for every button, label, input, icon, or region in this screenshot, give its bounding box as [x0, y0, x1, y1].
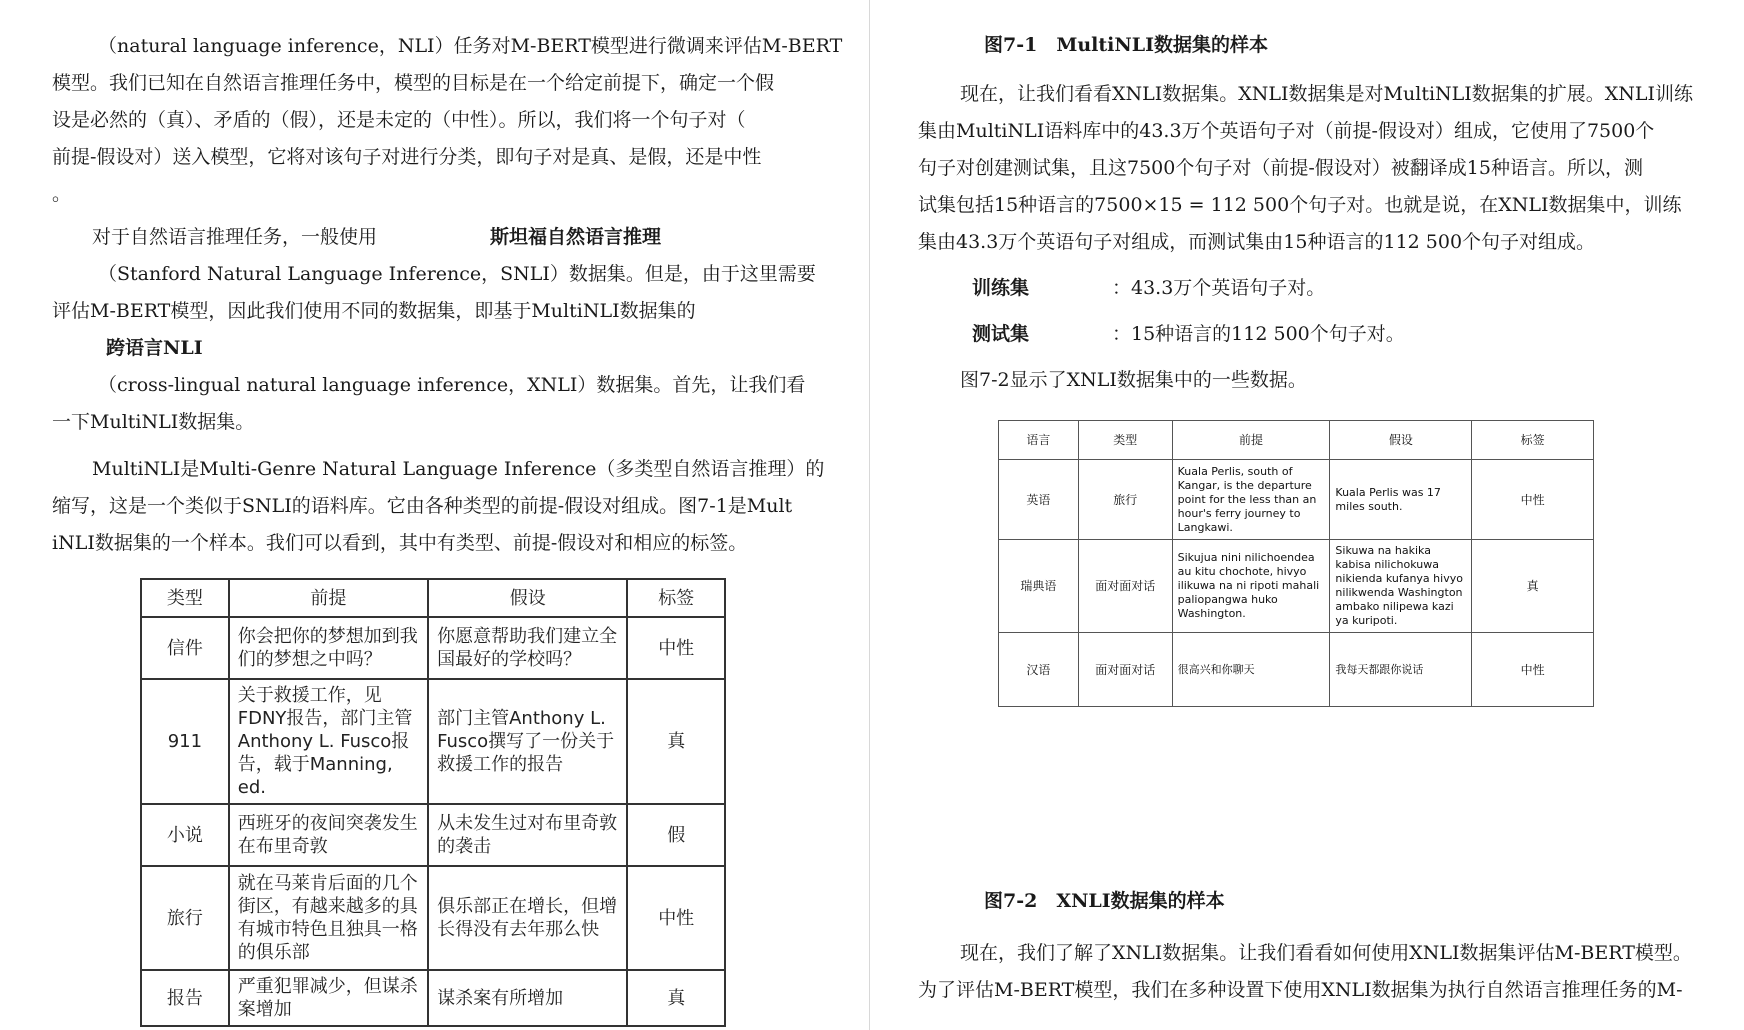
- table-cell: 瑞典语: [999, 540, 1079, 633]
- paragraph-line: 现在，我们了解了XNLI数据集。让我们看看如何使用XNLI数据集评估M-BERT模型。: [960, 942, 1692, 964]
- table-cell: Kuala Perlis was 17 miles south.: [1330, 460, 1472, 540]
- table-row: [141, 970, 725, 1026]
- left-page: [0, 0, 870, 1030]
- table-header: 类型: [141, 579, 229, 617]
- table-header: 标签: [1472, 421, 1594, 460]
- paragraph-line: （cross-lingual natural language inference，XNLI）数据集。首先，让我们看: [98, 374, 806, 396]
- multinli-sample-table: [140, 578, 726, 1027]
- table-cell: 西班牙的夜间突袭发生在布里奇敦: [229, 804, 428, 866]
- table-cell: 汉语: [999, 633, 1079, 707]
- table-cell: 严重犯罪减少，但谋杀案增加: [229, 970, 428, 1026]
- table-cell: 很高兴和你聊天: [1172, 633, 1330, 707]
- xnli-sample-table: [998, 420, 1594, 707]
- paragraph-line: MultiNLI是Multi-Genre Natural Language Inference（多类型自然语言推理）的: [92, 458, 825, 480]
- table-cell: 中性: [627, 617, 725, 679]
- paragraph-line: 前提-假设对）送入模型，它将对该句子对进行分类，即句子对是真、是假，还是中性: [52, 146, 762, 168]
- table-row: [999, 633, 1594, 707]
- table-cell: 真: [627, 970, 725, 1026]
- table-row: [999, 460, 1594, 540]
- table-cell: 面对面对话: [1078, 633, 1172, 707]
- term-bold: 斯坦福自然语言推理: [490, 226, 662, 248]
- table-header: 前提: [1172, 421, 1330, 460]
- table-cell: 你会把你的梦想加到我们的梦想之中吗？: [229, 617, 428, 679]
- table-cell: 中性: [1472, 633, 1594, 707]
- table-cell: 真: [627, 679, 725, 804]
- figure-caption: 图7-2 XNLI数据集的样本: [984, 890, 1225, 912]
- test-set-label: 测试集: [972, 323, 1030, 345]
- table-cell: 真: [1472, 540, 1594, 633]
- paragraph-line: 模型。我们已知在自然语言推理任务中，模型的目标是在一个给定前提下，确定一个假: [52, 72, 775, 94]
- table-cell: 报告: [141, 970, 229, 1026]
- right-page: [872, 0, 1744, 1030]
- table-cell: Kuala Perlis, south of Kangar, is the departure point for the less than an hour's ferry journey to Langkawi.: [1172, 460, 1330, 540]
- table-cell: 我每天都跟你说话: [1330, 633, 1472, 707]
- paragraph-line: 设是必然的（真）、矛盾的（假），还是未定的（中性）。所以，我们将一个句子对（: [52, 109, 746, 131]
- table-cell: Sikuwa na hakika kabisa nilichokuwa nikienda kufanya hivyo nilikwenda Washington ambako nilipewa kazi ya kuripoti.: [1330, 540, 1472, 633]
- table-header: 类型: [1078, 421, 1172, 460]
- paragraph-line: 图7-2显示了XNLI数据集中的一些数据。: [960, 369, 1307, 391]
- table-cell: 部门主管Anthony L. Fusco撰写了一份关于救援工作的报告: [428, 679, 627, 804]
- table-header-row: [999, 421, 1594, 460]
- paragraph-line: 缩写，这是一个类似于SNLI的语料库。它由各种类型的前提-假设对组成。图7-1是Mult: [52, 495, 793, 517]
- paragraph-line: （Stanford Natural Language Inference，SNLI）数据集。但是，由于这里需要: [98, 263, 816, 285]
- table-cell: 从未发生过对布里奇敦的袭击: [428, 804, 627, 866]
- paragraph-line: 集由MultiNLI语料库中的43.3万个英语句子对（前提-假设对）组成，它使用了7500个: [918, 120, 1655, 142]
- paragraph-line: 为了评估M-BERT模型，我们在多种设置下使用XNLI数据集为执行自然语言推理任务的M-: [918, 979, 1683, 1001]
- table-row: [141, 679, 725, 804]
- paragraph-line: （natural language inference，NLI）任务对M-BERT模型进行微调来评估M-BERT: [98, 35, 843, 57]
- table-row: [141, 617, 725, 679]
- table-cell: 信件: [141, 617, 229, 679]
- figure-caption: 图7-1 MultiNLI数据集的样本: [984, 34, 1268, 56]
- train-set-label: 训练集: [972, 277, 1030, 299]
- paragraph-line: 对于自然语言推理任务，一般使用: [92, 226, 378, 248]
- table-header: 前提: [229, 579, 428, 617]
- paragraph-line: 试集包括15种语言的7500×15 = 112 500个句子对。也就是说，在XNLI数据集中，训练: [918, 194, 1682, 216]
- table-header: 标签: [627, 579, 725, 617]
- table-row: [999, 540, 1594, 633]
- paragraph-line: 句子对创建测试集，且这7500个句子对（前提-假设对）被翻译成15种语言。所以，测: [918, 157, 1643, 179]
- table-cell: 关于救援工作，见FDNY报告，部门主管Anthony L. Fusco报告，载于Manning, ed.: [229, 679, 428, 804]
- table-cell: 英语: [999, 460, 1079, 540]
- table-cell: 911: [141, 679, 229, 804]
- paragraph-line: 评估M-BERT模型，因此我们使用不同的数据集，即基于MultiNLI数据集的: [52, 300, 696, 322]
- paragraph-line: iNLI数据集的一个样本。我们可以看到，其中有类型、前提-假设对和相应的标签。: [52, 532, 748, 554]
- table-row: [141, 804, 725, 866]
- test-set-value: ：15种语言的112 500个句子对。: [1112, 323, 1405, 345]
- paragraph-line: 一下MultiNLI数据集。: [52, 411, 255, 433]
- table-cell: 就在马莱肯后面的几个街区，有越来越多的具有城市特色且独具一格的俱乐部: [229, 866, 428, 970]
- table-row: [141, 866, 725, 970]
- table-header: 假设: [1330, 421, 1472, 460]
- table-cell: 小说: [141, 804, 229, 866]
- table-cell: Sikujua nini nilichoendea au kitu chochote, hivyo ilikuwa na ni ripoti mahali paliopangwa huko Washington.: [1172, 540, 1330, 633]
- paragraph-line: 现在，让我们看看XNLI数据集。XNLI数据集是对MultiNLI数据集的扩展。XNLI训练: [960, 83, 1694, 105]
- table-header-row: [141, 579, 725, 617]
- table-cell: 旅行: [141, 866, 229, 970]
- table-cell: 假: [627, 804, 725, 866]
- train-set-value: ：43.3万个英语句子对。: [1112, 277, 1326, 299]
- table-cell: 你愿意帮助我们建立全国最好的学校吗？: [428, 617, 627, 679]
- table-cell: 面对面对话: [1078, 540, 1172, 633]
- table-cell: 中性: [1472, 460, 1594, 540]
- table-cell: 中性: [627, 866, 725, 970]
- paragraph-line: 。: [52, 183, 72, 205]
- paragraph-line: 集由43.3万个英语句子对组成，而测试集由15种语言的112 500个句子对组成。: [918, 231, 1596, 253]
- table-cell: 谋杀案有所增加: [428, 970, 627, 1026]
- table-cell: 旅行: [1078, 460, 1172, 540]
- table-header: 语言: [999, 421, 1079, 460]
- table-header: 假设: [428, 579, 627, 617]
- table-cell: 俱乐部正在增长，但增长得没有去年那么快: [428, 866, 627, 970]
- term-bold: 跨语言NLI: [106, 337, 203, 359]
